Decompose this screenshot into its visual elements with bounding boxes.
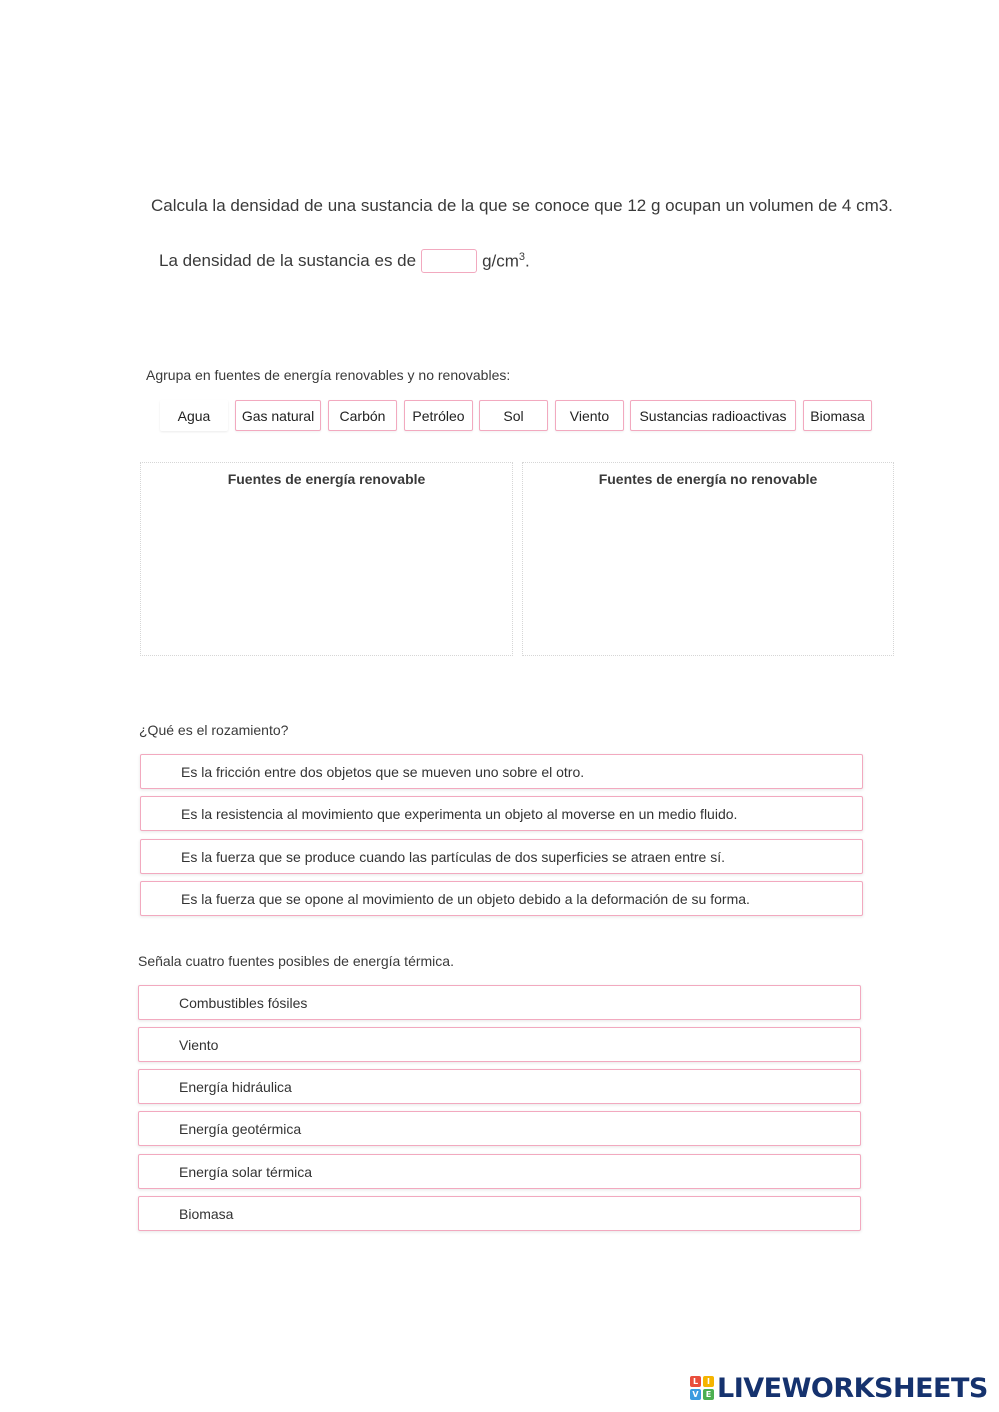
chip-petroleo[interactable]: Petróleo (404, 400, 473, 431)
q3-option-4[interactable]: Es la fuerza que se opone al movimiento de un objeto debido a la deformación de su forma. (140, 881, 863, 916)
q4-title: Señala cuatro fuentes posibles de energía térmica. (138, 953, 454, 969)
density-unit-suffix: . (525, 251, 530, 271)
logo-mark-letter: L (690, 1376, 701, 1387)
q1-question: Calcula la densidad de una sustancia de la que se conoce que 12 g ocupan un volumen de 4 cm3. (151, 196, 893, 215)
nonrenewable-dropzone-title: Fuentes de energía no renovable (598, 471, 818, 487)
chip-sol[interactable]: Sol (479, 400, 548, 431)
logo-mark-letter: E (703, 1389, 714, 1400)
energy-chip-bank (0, 400, 999, 433)
q2-title: Agrupa en fuentes de energía renovables y no renovables: (146, 367, 511, 383)
renewable-dropzone-title: Fuentes de energía renovable (227, 471, 426, 487)
logo-mark-letter: I (703, 1376, 714, 1387)
q1-answer-line (159, 249, 530, 273)
chip-gas-natural[interactable]: Gas natural (235, 400, 321, 431)
density-unit-exponent: 3 (518, 250, 526, 263)
liveworksheets-logo-icon (690, 1376, 714, 1400)
renewable-dropzone[interactable] (140, 462, 513, 656)
chip-viento[interactable]: Viento (555, 400, 624, 431)
chip-biomasa[interactable]: Biomasa (803, 400, 872, 431)
density-unit-base: g/cm (482, 251, 519, 271)
q3-option-1[interactable]: Es la fricción entre dos objetos que se mueven uno sobre el otro. (140, 754, 863, 789)
q4-option-3[interactable]: Energía hidráulica (138, 1069, 861, 1104)
liveworksheets-logo-text: LIVEWORKSHEETS (717, 1372, 988, 1404)
chip-sustancias-radioactivas[interactable]: Sustancias radioactivas (630, 400, 796, 431)
q4-option-6[interactable]: Biomasa (138, 1196, 861, 1231)
q3-option-2[interactable]: Es la resistencia al movimiento que experimenta un objeto al moverse en un medio fluido. (140, 796, 863, 831)
nonrenewable-dropzone[interactable] (522, 462, 894, 656)
q3-title: ¿Qué es el rozamiento? (139, 722, 289, 738)
q4-option-4[interactable]: Energía geotérmica (138, 1111, 861, 1146)
chip-carbon[interactable]: Carbón (328, 400, 397, 431)
logo-mark-letter: V (690, 1389, 701, 1400)
density-answer-input[interactable] (421, 249, 477, 273)
liveworksheets-logo (690, 1373, 988, 1403)
density-unit (482, 251, 530, 272)
q4-option-5[interactable]: Energía solar térmica (138, 1154, 861, 1189)
q4-option-2[interactable]: Viento (138, 1027, 861, 1062)
chip-agua[interactable]: Agua (160, 400, 228, 431)
q1-answer-prefix: La densidad de la sustancia es de (159, 251, 417, 270)
q4-option-1[interactable]: Combustibles fósiles (138, 985, 861, 1020)
q3-option-3[interactable]: Es la fuerza que se produce cuando las partículas de dos superficies se atraen entre sí. (140, 839, 863, 874)
